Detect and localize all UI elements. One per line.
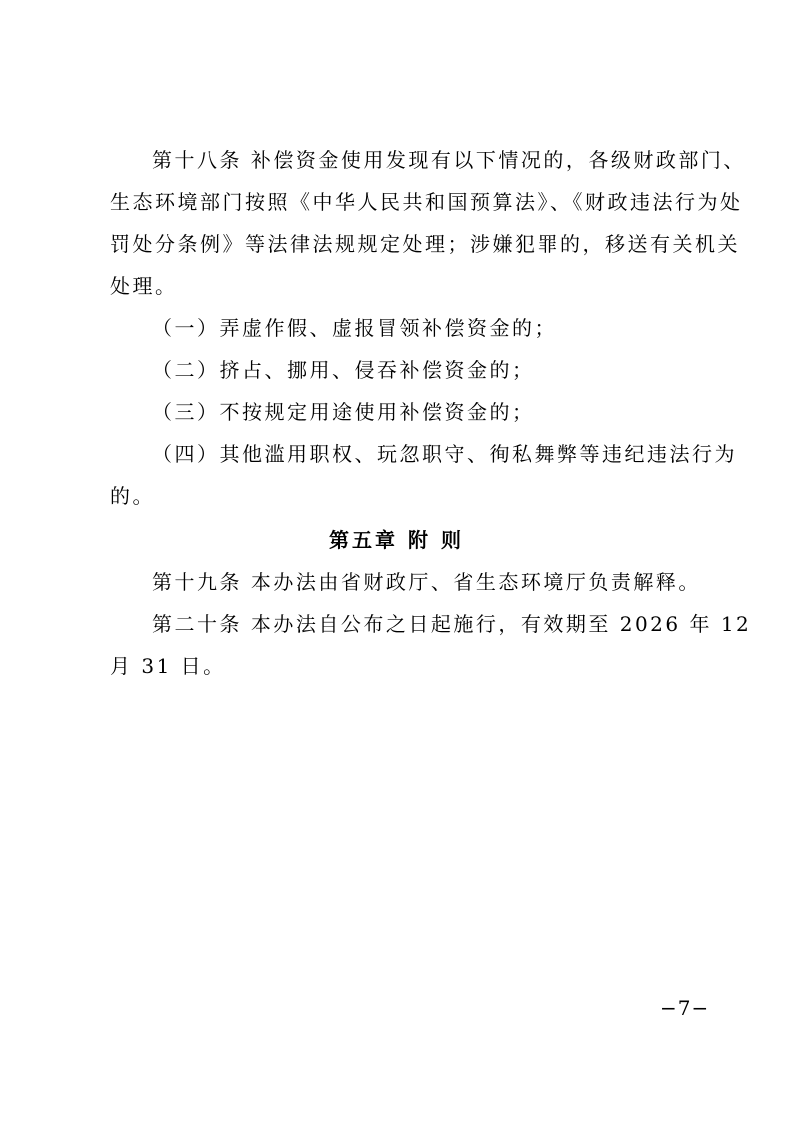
article20-line1: 第二十条 本办法自公布之日起施行，有效期至 2026 年 12 [152, 612, 752, 636]
page-number: −7− [660, 996, 710, 1020]
article18-line1: 第十八条 补偿资金使用发现有以下情况的，各级财政部门、 [152, 148, 746, 172]
article18-item3: （三）不按规定用途使用补偿资金的； [152, 400, 535, 424]
article18-line4: 处理。 [110, 274, 178, 298]
article18-line3: 罚处分条例》等法律法规规定处理；涉嫌犯罪的，移送有关机关 [110, 232, 740, 256]
chapter-title: 第五章 附 则 [329, 528, 464, 552]
article20-line2: 月 31 日。 [110, 654, 226, 678]
article18-item1: （一）弄虚作假、虚报冒领补偿资金的； [152, 316, 557, 340]
article18-line2: 生态环境部门按照《中华人民共和国预算法》、《财政违法行为处 [110, 190, 743, 214]
article18-item4-line2: 的。 [110, 484, 155, 508]
article18-item2: （二）挤占、挪用、侵吞补偿资金的； [152, 358, 535, 382]
article19: 第十九条 本办法由省财政厅、省生态环境厅负责解释。 [152, 570, 701, 594]
article18-item4-line1: （四）其他滥用职权、玩忽职守、徇私舞弊等违纪违法行为 [152, 442, 737, 466]
